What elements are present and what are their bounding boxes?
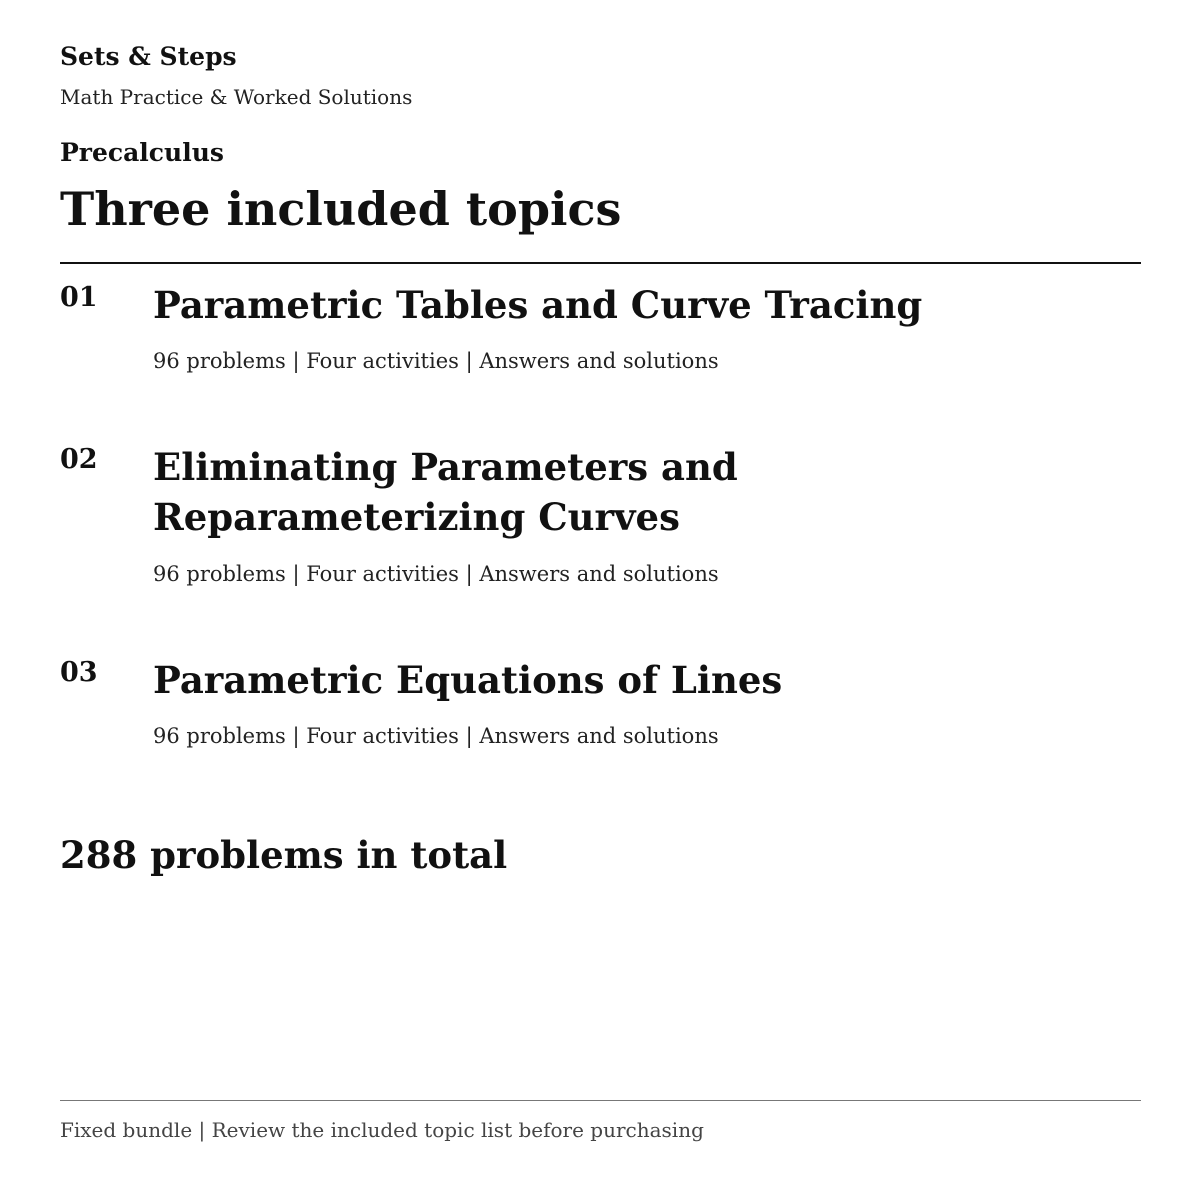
topic-meta: 96 problems | Four activities | Answers and solutions [153,349,719,373]
footer-note: Fixed bundle | Review the included topic list before purchasing [60,1118,704,1142]
topic-number: 03 [60,657,98,688]
brand-tagline: Math Practice & Worked Solutions [60,85,413,109]
brand-name: Sets & Steps [60,42,237,71]
page-title: Three included topics [60,182,622,236]
topic-number: 01 [60,282,98,313]
topic-title: Eliminating Parameters and Reparameterizing Curves [153,445,738,539]
topic-meta: 96 problems | Four activities | Answers and solutions [153,562,719,586]
topic-title: Parametric Tables and Curve Tracing [153,283,923,327]
page [60,0,1141,1200]
subject-label: Precalculus [60,138,224,167]
topic-meta: 96 problems | Four activities | Answers and solutions [153,724,719,748]
header-divider [60,262,1141,264]
total-problems: 288 problems in total [60,833,508,877]
topic-title: Parametric Equations of Lines [153,658,783,702]
footer-divider [60,1100,1141,1101]
topic-number: 02 [60,444,98,475]
